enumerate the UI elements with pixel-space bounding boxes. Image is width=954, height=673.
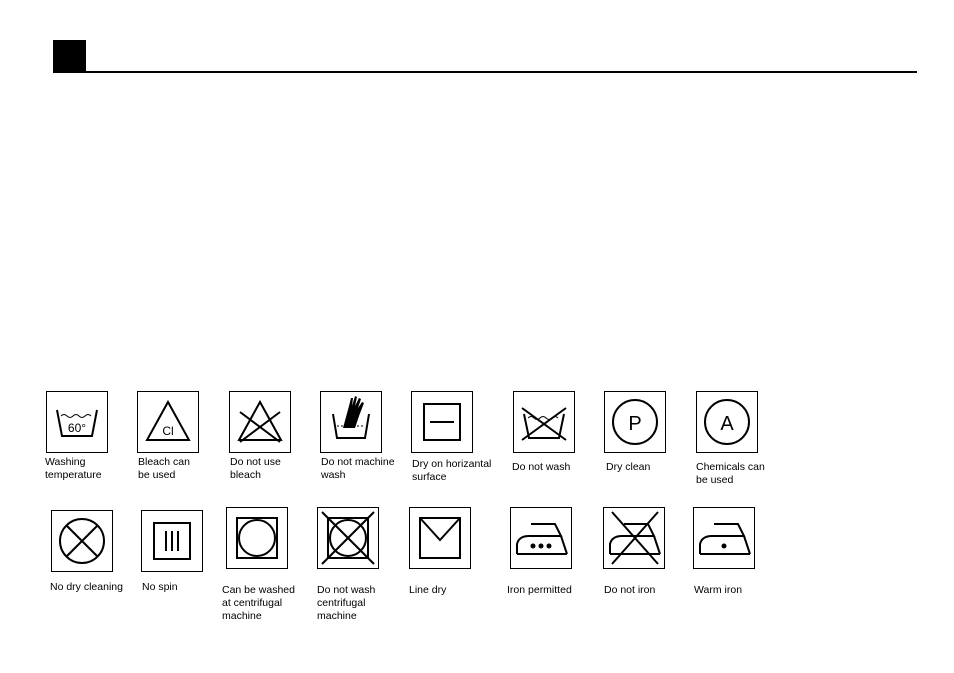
line-dry-icon — [409, 507, 471, 569]
warm-iron-label: Warm iron — [694, 584, 743, 596]
dry-on-horizontal-surface-icon — [411, 391, 473, 453]
no-spin-label: No spin — [142, 581, 178, 593]
do-not-iron-label: Do not iron — [604, 584, 656, 596]
dry-clean-label: Dry clean — [606, 461, 651, 473]
iron-permitted-label: Iron permitted — [507, 584, 572, 596]
no-dry-cleaning-icon — [51, 510, 113, 572]
can-be-washed-at-centrifugal-machine-icon — [226, 507, 288, 569]
do-not-machine-wash-icon — [320, 391, 382, 453]
do-not-machine-wash-label: Do not machine wash — [321, 456, 395, 481]
do-not-use-bleach-icon — [229, 391, 291, 453]
washing-temperature-icon — [46, 391, 108, 453]
section-marker — [53, 40, 86, 73]
chemicals-can-be-used-label: Chemicals can be used — [696, 461, 765, 486]
iron-permitted-icon — [510, 507, 572, 569]
do-not-iron-icon — [603, 507, 665, 569]
washing-temperature-value: 60° — [67, 421, 87, 435]
can-be-washed-at-centrifugal-machine-label: Can be washed at centrifugal machine — [222, 584, 295, 622]
bleach-can-be-used-icon — [137, 391, 199, 453]
do-not-use-bleach-label: Do not use bleach — [230, 456, 281, 481]
chemicals-mark: A — [720, 413, 734, 435]
dry-clean-icon — [604, 391, 666, 453]
chemicals-can-be-used-icon — [696, 391, 758, 453]
washing-temperature-label: Washing temperature — [45, 456, 102, 481]
warm-iron-icon — [693, 507, 755, 569]
do-not-wash-centrifugal-machine-icon — [317, 507, 379, 569]
no-dry-cleaning-label: No dry cleaning — [50, 581, 123, 593]
do-not-wash-icon — [513, 391, 575, 453]
header-rule — [53, 71, 917, 73]
bleach-can-be-used-label: Bleach can be used — [138, 456, 190, 481]
bleach-mark: Cl — [162, 424, 174, 438]
do-not-wash-label: Do not wash — [512, 461, 571, 473]
dry-clean-mark: P — [628, 413, 642, 435]
dry-on-horizontal-surface-label: Dry on horizantal surface — [412, 458, 492, 483]
no-spin-icon — [141, 510, 203, 572]
do-not-wash-centrifugal-machine-label: Do not wash centrifugal machine — [317, 584, 376, 622]
line-dry-label: Line dry — [409, 584, 447, 596]
